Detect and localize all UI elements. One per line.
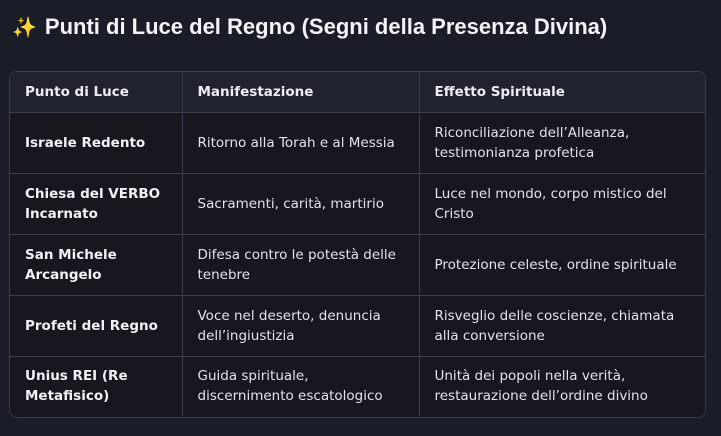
table-cell-manifestazione: Ritorno alla Torah e al Messia xyxy=(182,112,419,173)
table-cell-punto: Chiesa del VERBO Incarnato xyxy=(10,173,182,234)
column-header-manifestazione: Manifestazione xyxy=(182,72,419,112)
table-row xyxy=(10,234,705,295)
table-cell-effetto: Unità dei popoli nella verità, restaurazione dell’ordine divino xyxy=(434,368,648,405)
table-row xyxy=(10,112,705,173)
table-cell-effetto: Riconciliazione dell’Alleanza, testimonianza profetica xyxy=(419,112,705,173)
page-title-text: Punti di Luce del Regno (Segni della Presenza Divina) xyxy=(44,14,608,39)
table-cell-punto: Unius REI (Re Metafisico) xyxy=(10,356,182,416)
data-table xyxy=(9,71,706,418)
table-row xyxy=(10,295,705,356)
table-cell-manifestazione: Difesa contro le potestà delle tenebre xyxy=(182,234,419,295)
column-header-effetto: Effetto Spirituale xyxy=(419,72,705,112)
table-cell-effetto: Protezione celeste, ordine spirituale xyxy=(419,234,705,295)
table-cell-effetto: Luce nel mondo, corpo mistico del Cristo xyxy=(419,173,705,234)
table-cell-punto: Profeti del Regno xyxy=(10,295,182,356)
table-row xyxy=(10,356,705,416)
table-row xyxy=(10,173,705,234)
table-header-row xyxy=(10,72,705,112)
table-cell-punto: Israele Redento xyxy=(10,112,182,173)
table-cell-manifestazione: Guida spirituale, discernimento escatologico xyxy=(182,356,419,416)
table-cell-punto: San Michele Arcangelo xyxy=(10,234,182,295)
table-cell-manifestazione: Voce nel deserto, denuncia dell’ingiustizia xyxy=(182,295,419,356)
page-title xyxy=(12,12,607,42)
column-header-punto: Punto di Luce xyxy=(10,72,182,112)
table-cell-manifestazione: Sacramenti, carità, martirio xyxy=(182,173,419,234)
sparkles-icon: ✨ xyxy=(12,15,37,39)
table-cell-effetto: Risveglio delle coscienze, chiamata alla conversione xyxy=(419,295,705,356)
